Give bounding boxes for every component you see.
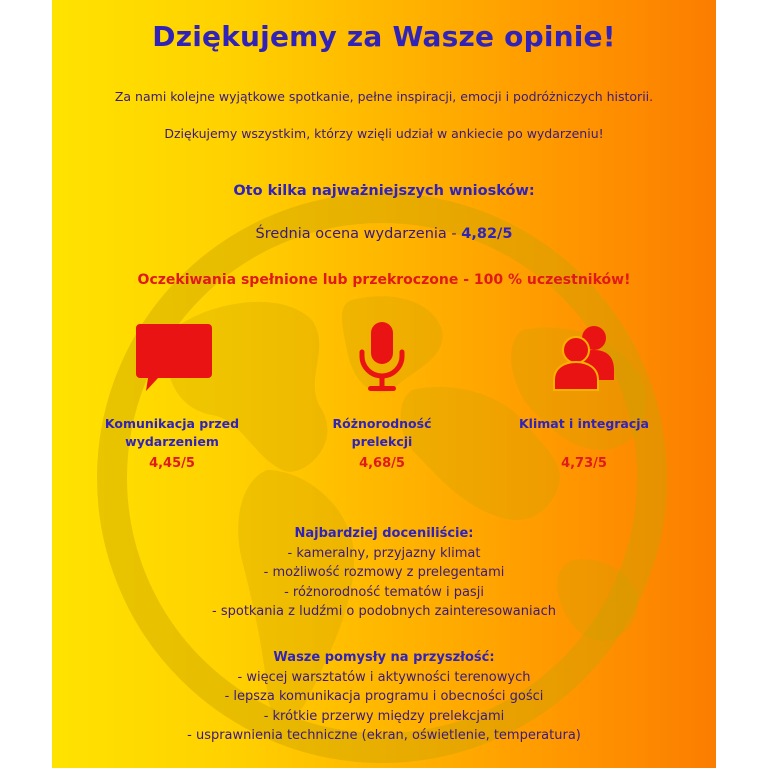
list-item: - kameralny, przyjazny klimat	[287, 545, 481, 561]
category-label-line1: Klimat i integracja	[519, 416, 649, 431]
list-item: - spotkania z ludźmi o podobnych zainteresowaniach	[212, 604, 556, 619]
expectations-statement: Oczekiwania spełnione lub przekroczone - 100 % uczestników!	[137, 272, 631, 288]
average-rating-label: Średnia ocena wydarzenia -	[255, 226, 462, 242]
category-label-line1: Komunikacja przed	[104, 416, 240, 431]
appreciated-heading: Najbardziej doceniliście:	[294, 526, 474, 541]
microphone-icon	[358, 322, 406, 394]
page-title: Dziękujemy za Wasze opinie!	[152, 20, 616, 53]
category-score: 4,68/5	[359, 456, 405, 471]
ideas-list	[52, 648, 716, 746]
speech-bubble-icon	[136, 324, 212, 392]
category-diversity	[302, 415, 462, 451]
list-item: - usprawnienia techniczne (ekran, oświetlenie, temperatura)	[187, 728, 581, 743]
category-label-line2: wydarzeniem	[125, 434, 219, 449]
average-rating-value: 4,82/5	[461, 226, 513, 242]
poster	[52, 0, 716, 768]
appreciated-list	[52, 524, 716, 622]
people-icon	[552, 324, 616, 392]
conclusions-heading: Oto kilka najważniejszych wniosków:	[233, 183, 535, 199]
intro-text-2: Dziękujemy wszystkim, którzy wzięli udział w ankiecie po wydarzeniu!	[164, 126, 604, 141]
category-label-line1: Różnorodność	[332, 416, 432, 431]
category-score: 4,73/5	[561, 456, 607, 471]
category-score: 4,45/5	[149, 456, 195, 471]
list-item: - krótkie przerwy między prelekcjami	[263, 708, 505, 724]
average-rating	[52, 226, 716, 242]
ideas-heading: Wasze pomysły na przyszłość:	[273, 650, 495, 665]
list-item: - lepsza komunikacja programu i obecności gości	[224, 689, 544, 704]
list-item: - różnorodność tematów i pasji	[284, 584, 484, 600]
list-item: - możliwość rozmowy z prelegentami	[263, 565, 505, 580]
category-label-line2: prelekcji	[351, 434, 413, 449]
list-item: - więcej warsztatów i aktywności terenowych	[237, 669, 531, 685]
category-communication	[92, 415, 252, 451]
category-atmosphere	[504, 415, 664, 433]
intro-text-1: Za nami kolejne wyjątkowe spotkanie, pełne inspiracji, emocji i podróżniczych historii.	[114, 89, 654, 104]
